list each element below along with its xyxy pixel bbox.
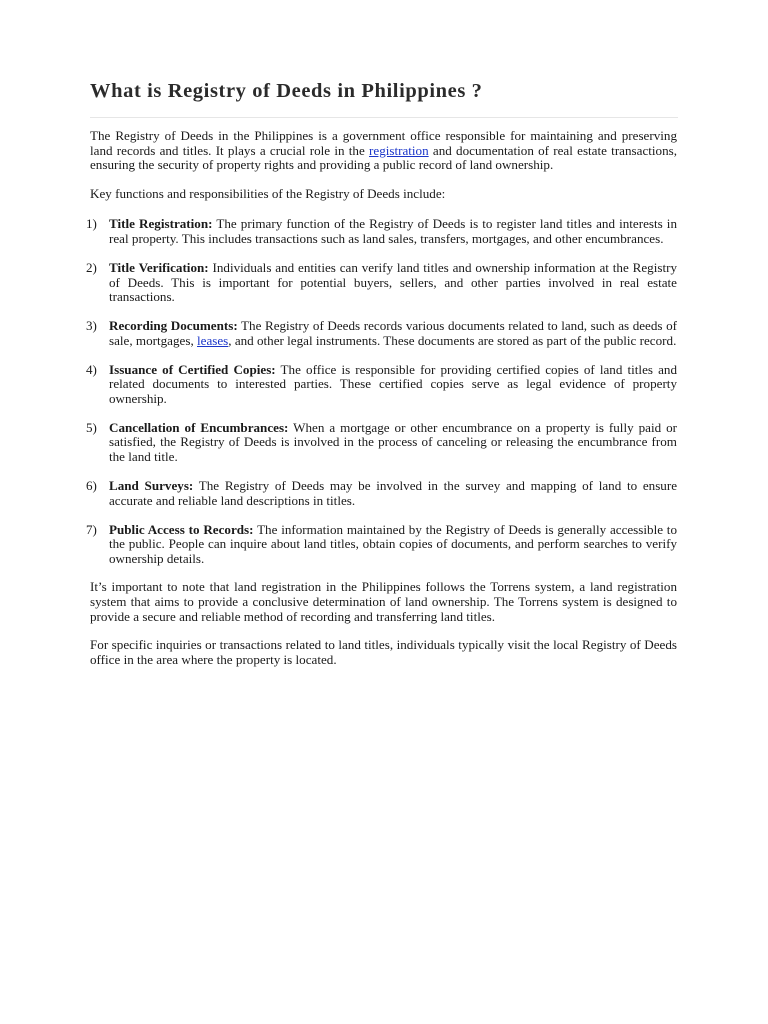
list-item-text: The Registry of Deeds may be involved in the survey and mapping of land to ensure accurate and reliable land descriptions in titles. <box>109 478 678 508</box>
list-item <box>86 478 678 508</box>
leases-link[interactable]: leases <box>197 332 229 348</box>
list-item-text: The office is responsible for providing certified copies of land titles and related documents to interested parties. These certified copies serve as legal evidence of property ownership. <box>109 361 678 406</box>
list-item-term: Land Surveys: <box>109 478 194 494</box>
functions-list <box>86 216 678 566</box>
list-item-text: Individuals and entities can verify land titles and ownership information at the Registry of Deeds. This is important for potential buyers, sellers, and other parties involved in real estate transactions. <box>109 259 678 305</box>
registration-link[interactable]: registration <box>369 142 429 158</box>
closing-paragraph: For specific inquiries or transactions related to land titles, individuals typically visit the local Registry of Deeds office in the area where the property is located. <box>90 637 677 667</box>
list-item-number: 1) <box>86 216 97 232</box>
torrens-note-paragraph: It’s important to note that land registration in the Philippines follows the Torrens system, a land registration system that aims to provide a conclusive determination of land ownership. The Torrens system is designed to provide a secure and reliable method of recording and transferring land titles. <box>90 579 677 624</box>
intro-text-before-link: The Registry of Deeds in the Philippines is a government office responsible for maintaining and preserving land records and titles. It plays a crucial role in the <box>90 128 677 158</box>
document-page <box>86 78 678 681</box>
list-item-term: Title Verification: <box>109 259 209 275</box>
key-functions-intro: Key functions and responsibilities of the Registry of Deeds include: <box>90 185 446 201</box>
list-item-text: When a mortgage or other encumbrance on a property is fully paid or satisfied, the Registry of Deeds is involved in the process of canceling or releasing the encumbrance from the land title. <box>109 419 678 465</box>
list-item <box>86 419 678 465</box>
list-item-term: Public Access to Records: <box>109 521 254 537</box>
list-item-number: 7) <box>86 521 97 537</box>
list-item-term: Recording Documents: <box>109 318 238 334</box>
list-item-text: The information maintained by the Registry of Deeds is generally accessible to the public. People can inquire about land titles, obtain copies of documents, and perform searches to verify ownership details. <box>109 521 677 566</box>
list-item-text-after-link: , and other legal instruments. These documents are stored as part of the public record. <box>228 332 677 348</box>
list-item-text-before-link: The Registry of Deeds records various documents related to land, such as deeds of sale, mortgages, <box>109 318 677 348</box>
list-item <box>86 216 677 246</box>
list-item <box>86 259 678 305</box>
list-item-number: 2) <box>86 259 97 275</box>
title-divider <box>90 117 678 118</box>
intro-paragraph <box>90 129 677 173</box>
list-item-number: 3) <box>86 318 97 334</box>
list-item <box>86 361 678 407</box>
list-item-number: 4) <box>86 361 97 377</box>
intro-text-after-link: and documentation of real estate transactions, ensuring the security of property rights and providing a public record of land ownership. <box>90 142 677 173</box>
list-item-number: 5) <box>86 419 97 435</box>
list-item-number: 6) <box>86 478 97 494</box>
list-item-term: Cancellation of Encumbrances: <box>109 419 289 435</box>
list-item-term: Issuance of Certified Copies: <box>109 361 276 377</box>
list-item <box>86 318 677 348</box>
list-item <box>86 521 677 567</box>
list-item-term: Title Registration: <box>109 216 213 232</box>
list-item-text: The primary function of the Registry of Deeds is to register land titles and interests in real property. This includes transactions such as land sales, transfers, mortgages, and other encumbrances. <box>109 216 677 246</box>
page-title: What is Registry of Deeds in Philippines ? <box>90 80 483 102</box>
